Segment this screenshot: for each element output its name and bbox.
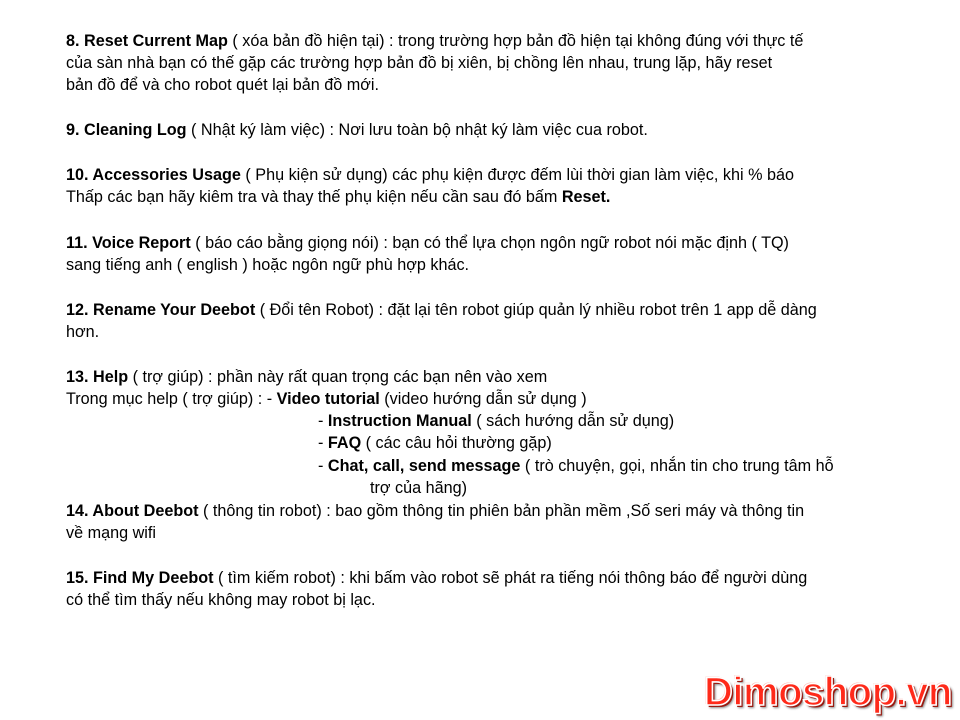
about-title: 14. About Deebot: [66, 502, 199, 520]
reset-map-line-3: bản đồ để và cho robot quét lại bản đồ mới.: [66, 76, 379, 94]
help-chat-line: - Chat, call, send message ( trò chuyện, gọi, nhắn tin cho trung tâm hỗ: [318, 457, 834, 475]
help-line-1: 13. Help ( trợ giúp) : phần này rất quan trọng các bạn nên vào xem: [66, 368, 548, 386]
cleaning-log-title: 9. Cleaning Log: [66, 121, 187, 139]
voice-report-title: 11. Voice Report: [66, 234, 191, 252]
reset-map-line-1: 8. Reset Current Map ( xóa bản đồ hiện tại) : trong trường hợp bản đồ hiện tại không đúng với thực tế: [66, 32, 804, 50]
rename-line-1: 12. Rename Your Deebot ( Đổi tên Robot) : đặt lại tên robot giúp quản lý nhiều robot trên 1 app dễ dàng: [66, 301, 817, 319]
accessories-line-2: Thấp các bạn hãy kiêm tra và thay thế phụ kiện nếu cần sau đó bấm Reset.: [66, 188, 611, 206]
rename-line-2: hơn.: [66, 323, 100, 341]
voice-report-line-1: 11. Voice Report ( báo cáo bằng giọng nói) : bạn có thể lựa chọn ngôn ngữ robot nói mặc định ( TQ): [66, 234, 789, 252]
help-faq-line: - FAQ ( các câu hỏi thường gặp): [318, 434, 552, 452]
about-line-2: về mạng wifi: [66, 524, 156, 542]
reset-map-line-2: của sàn nhà bạn có thế gặp các trường hợp bản đồ bị xiên, bị chồng lên nhau, trung lặp, hãy reset: [66, 54, 773, 72]
find-line-1: 15. Find My Deebot ( tìm kiếm robot) : khi bấm vào robot sẽ phát ra tiếng nói thông báo để người dùng: [66, 569, 808, 587]
video-tutorial-label: Video tutorial: [276, 390, 380, 408]
find-line-2: có thể tìm thấy nếu không may robot bị lạc.: [66, 591, 376, 609]
reset-map-title: 8. Reset Current Map: [66, 32, 228, 50]
help-title: 13. Help: [66, 368, 129, 386]
help-video-line: Trong mục help ( trợ giúp) : - Video tutorial (video hướng dẫn sử dụng ): [66, 390, 587, 408]
rename-title: 12. Rename Your Deebot: [66, 301, 256, 319]
help-chat-line-2: trợ của hãng): [370, 479, 467, 497]
cleaning-log-line-1: 9. Cleaning Log ( Nhật ký làm việc) : Nơi lưu toàn bộ nhật ký làm việc cua robot.: [66, 121, 648, 139]
accessories-title: 10. Accessories Usage: [66, 166, 241, 184]
faq-label: FAQ: [327, 434, 362, 452]
accessories-line-1: 10. Accessories Usage ( Phụ kiện sử dụng) các phụ kiện được đếm lùi thời gian làm việc, khi % báo: [66, 166, 794, 184]
voice-report-line-2: sang tiếng anh ( english ) hoặc ngôn ngữ phù hợp khác.: [66, 256, 470, 274]
chat-call-message-label: Chat, call, send message: [327, 457, 521, 475]
dimoshop-logo: Dimoshop.vn: [704, 670, 952, 714]
instruction-manual-label: Instruction Manual: [327, 412, 472, 430]
reset-label: Reset.: [561, 188, 611, 206]
find-title: 15. Find My Deebot: [66, 569, 214, 587]
help-manual-line: - Instruction Manual ( sách hướng dẫn sử dụng): [318, 412, 675, 430]
about-line-1: 14. About Deebot ( thông tin robot) : bao gồm thông tin phiên bản phần mềm ,Số seri máy và thông tin: [66, 502, 805, 520]
